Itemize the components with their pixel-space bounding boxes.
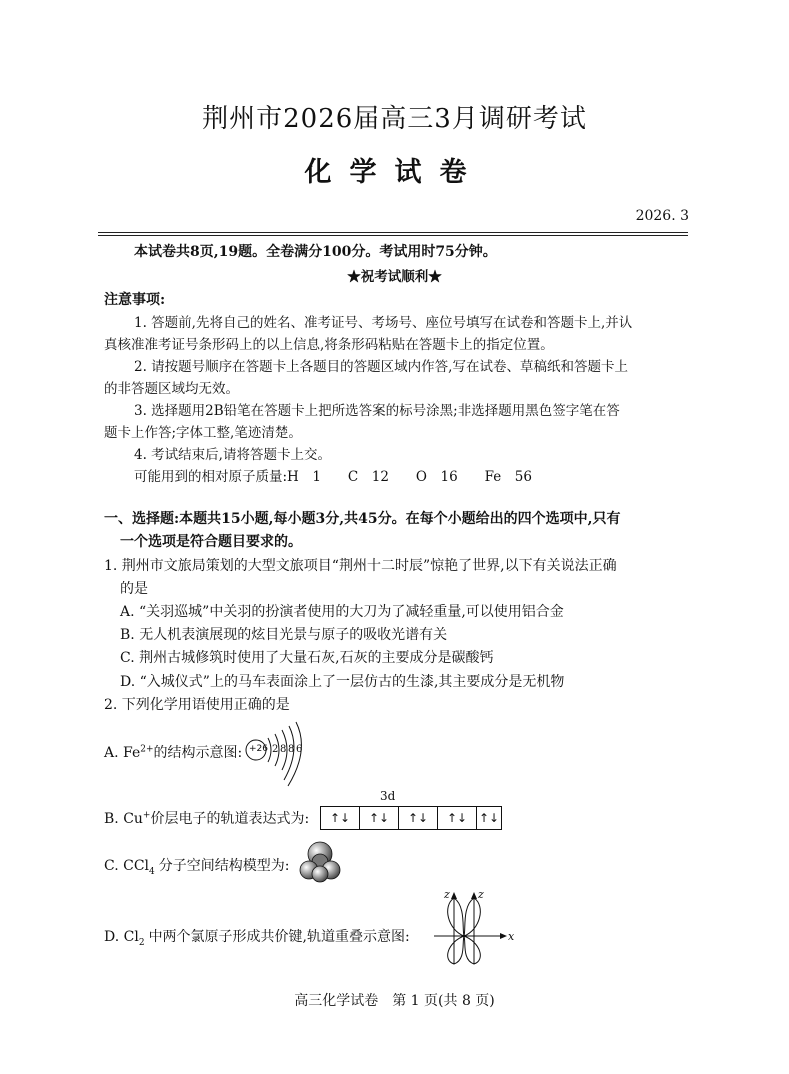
ccl4-formula: C. CCl — [104, 858, 150, 874]
note-line: 的非答题区域均无效。 — [104, 381, 239, 397]
ccl4-model-icon — [298, 840, 342, 884]
note-line: 3. 选择题用2B铅笔在答题卡上把所选答案的标号涂黑;非选择题用黑色签字笔在答 — [134, 403, 620, 419]
axis-label-z: z — [478, 888, 484, 901]
question-2-option-b — [104, 808, 309, 828]
axis-label-x: x — [508, 930, 515, 943]
question-2-stem: 2. 下列化学用语使用正确的是 — [104, 697, 290, 713]
option-b-text: 价层电子的轨道表达式为: — [150, 811, 310, 827]
orbital-box-arrows: ↑↓ — [438, 807, 477, 829]
fe-ion-charge: 2+ — [140, 744, 154, 755]
exam-title: 荆州市2026届高三3月调研考试 — [202, 104, 587, 134]
orbital-box-arrows: ↑↓ — [360, 807, 399, 829]
cu-ion-charge: + — [142, 810, 151, 821]
fe-shell-count: 6 — [296, 744, 303, 755]
question-2-option-c — [104, 855, 289, 875]
option-a-text: 的结构示意图: — [153, 745, 243, 761]
page-footer: 高三化学试卷 第 1 页(共 8 页) — [294, 993, 495, 1009]
fe-ion-symbol: A. Fe — [104, 745, 141, 761]
option-d-text: 中两个氯原子形成共价键,轨道重叠示意图: — [148, 929, 410, 945]
fe-shell-count: 2 — [272, 744, 279, 755]
exam-summary: 本试卷共8页,19题。全卷满分100分。考试用时75分钟。 — [134, 244, 497, 260]
notes-heading: 注意事项: — [104, 292, 166, 308]
header-rule-bottom — [98, 235, 688, 236]
fe-nucleus: +26 — [249, 744, 268, 754]
option-c-text: 分子空间结构模型为: — [158, 858, 290, 874]
section-heading-cont: 一个选项是符合题目要求的。 — [120, 534, 302, 550]
orbital-overlap-diagram — [432, 890, 515, 966]
good-luck-wish: ★祝考试顺利★ — [347, 269, 442, 285]
subject-title: 化学试卷 — [304, 157, 485, 188]
ccl4-subscript: 4 — [149, 866, 155, 877]
fe-shell-count: 8 — [280, 744, 287, 755]
orbital-label: 3d — [380, 789, 396, 803]
note-line: 题卡上作答;字体工整,笔迹清楚。 — [104, 425, 302, 441]
orbital-box-arrows: ↑↓ — [478, 811, 500, 825]
fe-structure-diagram — [244, 728, 314, 788]
header-rule-top — [98, 232, 688, 233]
cl2-formula: D. Cl — [104, 929, 139, 945]
atomic-masses: 可能用到的相对原子质量:H 1 C 12 O 16 Fe 56 — [134, 469, 532, 485]
orbital-box-arrows: ↑↓ — [321, 807, 360, 829]
question-1-option-a: A. “关羽巡城”中关羽的扮演者使用的大刀为了减轻重量,可以使用铝合金 — [120, 604, 564, 620]
note-line: 1. 答题前,先将自己的姓名、准考证号、考场号、座位号填写在试卷和答题卡上,并认 — [134, 315, 633, 331]
question-2-option-d — [104, 926, 410, 946]
orbital-box-arrows: ↑↓ — [399, 807, 438, 829]
question-1-option-b: B. 无人机表演展现的炫目光景与原子的吸收光谱有关 — [120, 627, 448, 643]
question-1-stem: 1. 荆州市文旅局策划的大型文旅项目“荆州十二时辰”惊艳了世界,以下有关说法正确 — [104, 558, 617, 574]
exam-date: 2026. 3 — [635, 208, 689, 224]
question-1-option-c: C. 荆州古城修筑时使用了大量石灰,石灰的主要成分是碳酸钙 — [120, 650, 494, 666]
question-1-option-d: D. “入城仪式”上的马车表面涂上了一层仿古的生漆,其主要成分是无机物 — [120, 674, 565, 690]
axis-label-z: z — [444, 888, 450, 901]
orbital-diagram — [320, 806, 502, 830]
question-1-stem-cont: 的是 — [120, 581, 148, 597]
note-line: 2. 请按题号顺序在答题卡上各题目的答题区域内作答,写在试卷、草稿纸和答题卡上 — [134, 359, 628, 375]
note-line: 真核准准考证号条形码上的以上信息,将条形码粘贴在答题卡上的指定位置。 — [104, 337, 554, 353]
cu-ion-symbol: B. Cu — [104, 811, 143, 827]
fe-shell-count: 8 — [288, 744, 295, 755]
note-line: 4. 考试结束后,请将答题卡上交。 — [134, 447, 331, 463]
cl2-subscript: 2 — [138, 937, 145, 948]
section-heading: 一、选择题:本题共15小题,每小题3分,共45分。在每个小题给出的四个选项中,只有 — [104, 511, 621, 527]
question-2-option-a — [104, 742, 242, 762]
